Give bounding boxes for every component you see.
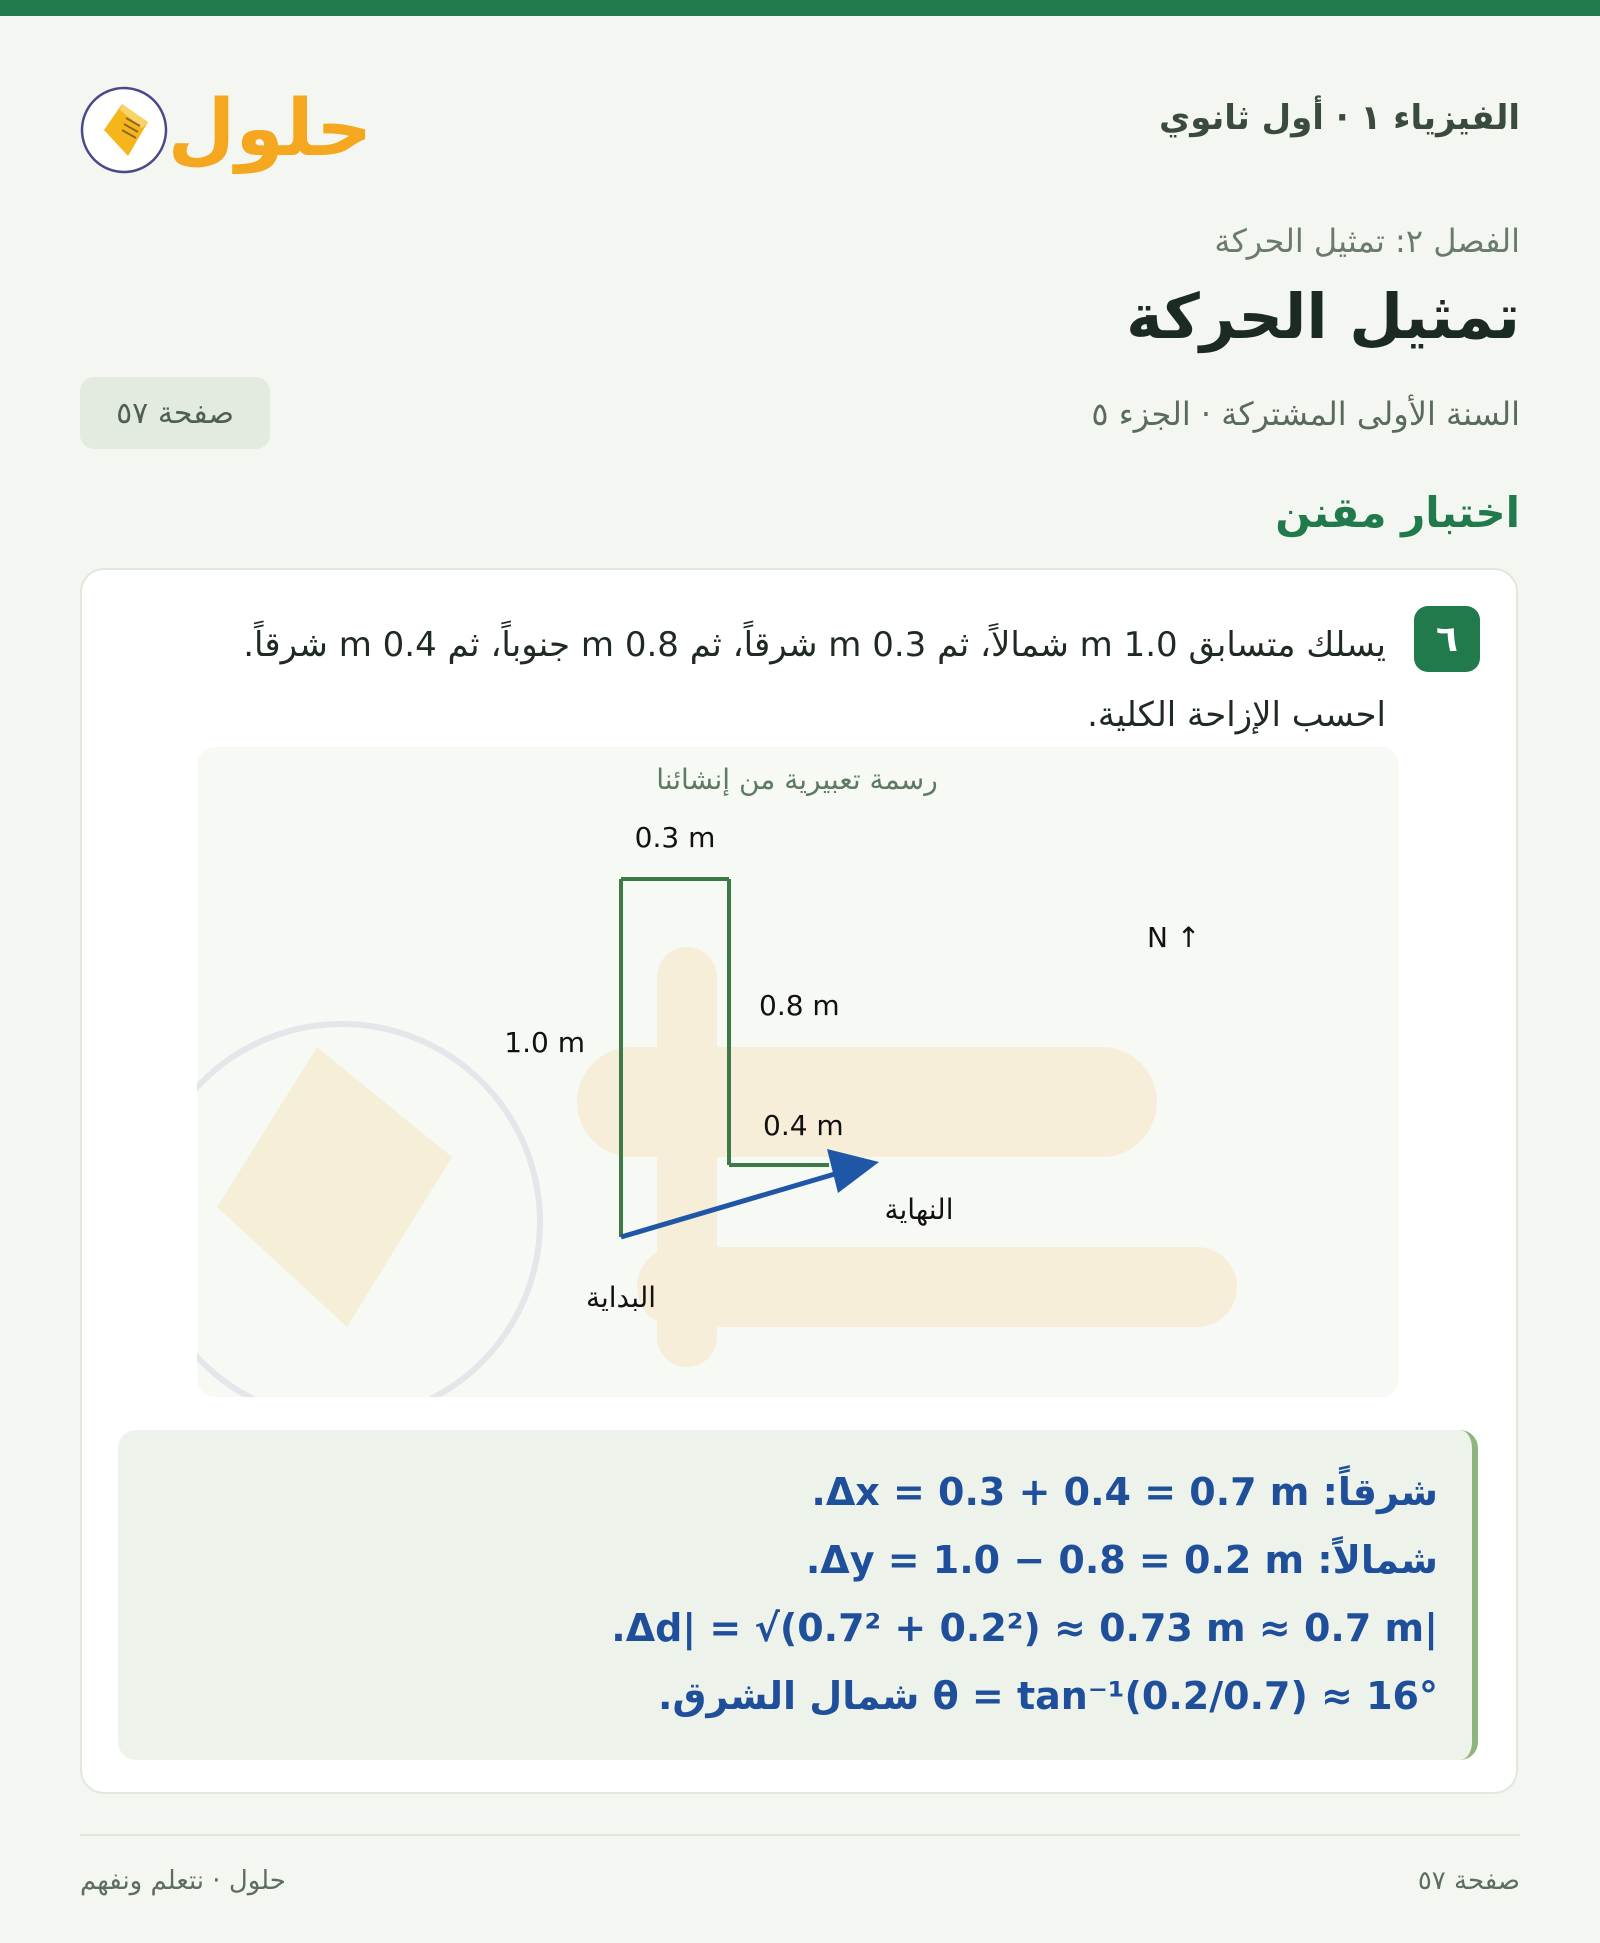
page-number-badge: صفحة ٥٧ bbox=[80, 377, 270, 449]
page-title: تمثيل الحركة bbox=[1126, 280, 1520, 353]
label-east-1: 0.3 m bbox=[634, 821, 716, 854]
resultant-vector bbox=[621, 1171, 845, 1237]
footer-divider bbox=[80, 1834, 1520, 1836]
label-north: 1.0 m bbox=[504, 1026, 585, 1059]
chapter-label: الفصل ٢: تمثيل الحركة bbox=[1214, 222, 1520, 260]
logo-wordmark: حلول bbox=[167, 84, 370, 174]
footer-brand: حلول · نتعلم ونفهم bbox=[80, 1866, 286, 1896]
answer-box bbox=[118, 1430, 1478, 1760]
section-title: اختبار مقنن bbox=[1275, 488, 1520, 537]
label-east-2: 0.4 m bbox=[763, 1109, 844, 1142]
answer-line-3: |Δd| = √(0.7² + 0.2²) ≈ 0.73 m ≈ 0.7 m. bbox=[611, 1606, 1438, 1650]
question-line-1: يسلك متسابق 1.0 m شمالاً، ثم 0.3 m شرقاً، ثم 0.8 m جنوباً، ثم 0.4 m شرقاً. bbox=[243, 625, 1386, 665]
question-text bbox=[106, 610, 1386, 750]
top-accent-bar bbox=[0, 0, 1600, 16]
question-card bbox=[80, 568, 1518, 1794]
footer-page-number: صفحة ٥٧ bbox=[1417, 1866, 1520, 1896]
lesson-meta: السنة الأولى المشتركة · الجزء ٥ bbox=[1091, 395, 1520, 433]
question-line-2: احسب الإزاحة الكلية. bbox=[1087, 695, 1386, 735]
answer-line-4: θ = tan⁻¹(0.2/0.7) ≈ 16° شمال الشرق. bbox=[658, 1674, 1438, 1718]
label-south: 0.8 m bbox=[759, 989, 840, 1022]
page-header bbox=[80, 60, 1520, 190]
label-start: البداية bbox=[585, 1281, 657, 1314]
question-number-badge: ٦ bbox=[1414, 606, 1480, 672]
watermark-logo bbox=[197, 947, 1237, 1397]
answer-line-1: شرقاً: Δx = 0.3 + 0.4 = 0.7 m. bbox=[811, 1470, 1438, 1514]
compass-north: N ↑ bbox=[1147, 921, 1201, 954]
label-end: النهاية bbox=[884, 1193, 954, 1226]
figure-caption: رسمة تعبيرية من إنشائنا bbox=[656, 763, 938, 796]
hulul-logo[interactable] bbox=[80, 60, 370, 190]
book-title: الفيزياء ١ · أول ثانوي bbox=[1159, 98, 1520, 138]
answer-line-2: شمالاً: Δy = 1.0 − 0.8 = 0.2 m. bbox=[805, 1538, 1438, 1582]
displacement-figure bbox=[197, 747, 1399, 1397]
